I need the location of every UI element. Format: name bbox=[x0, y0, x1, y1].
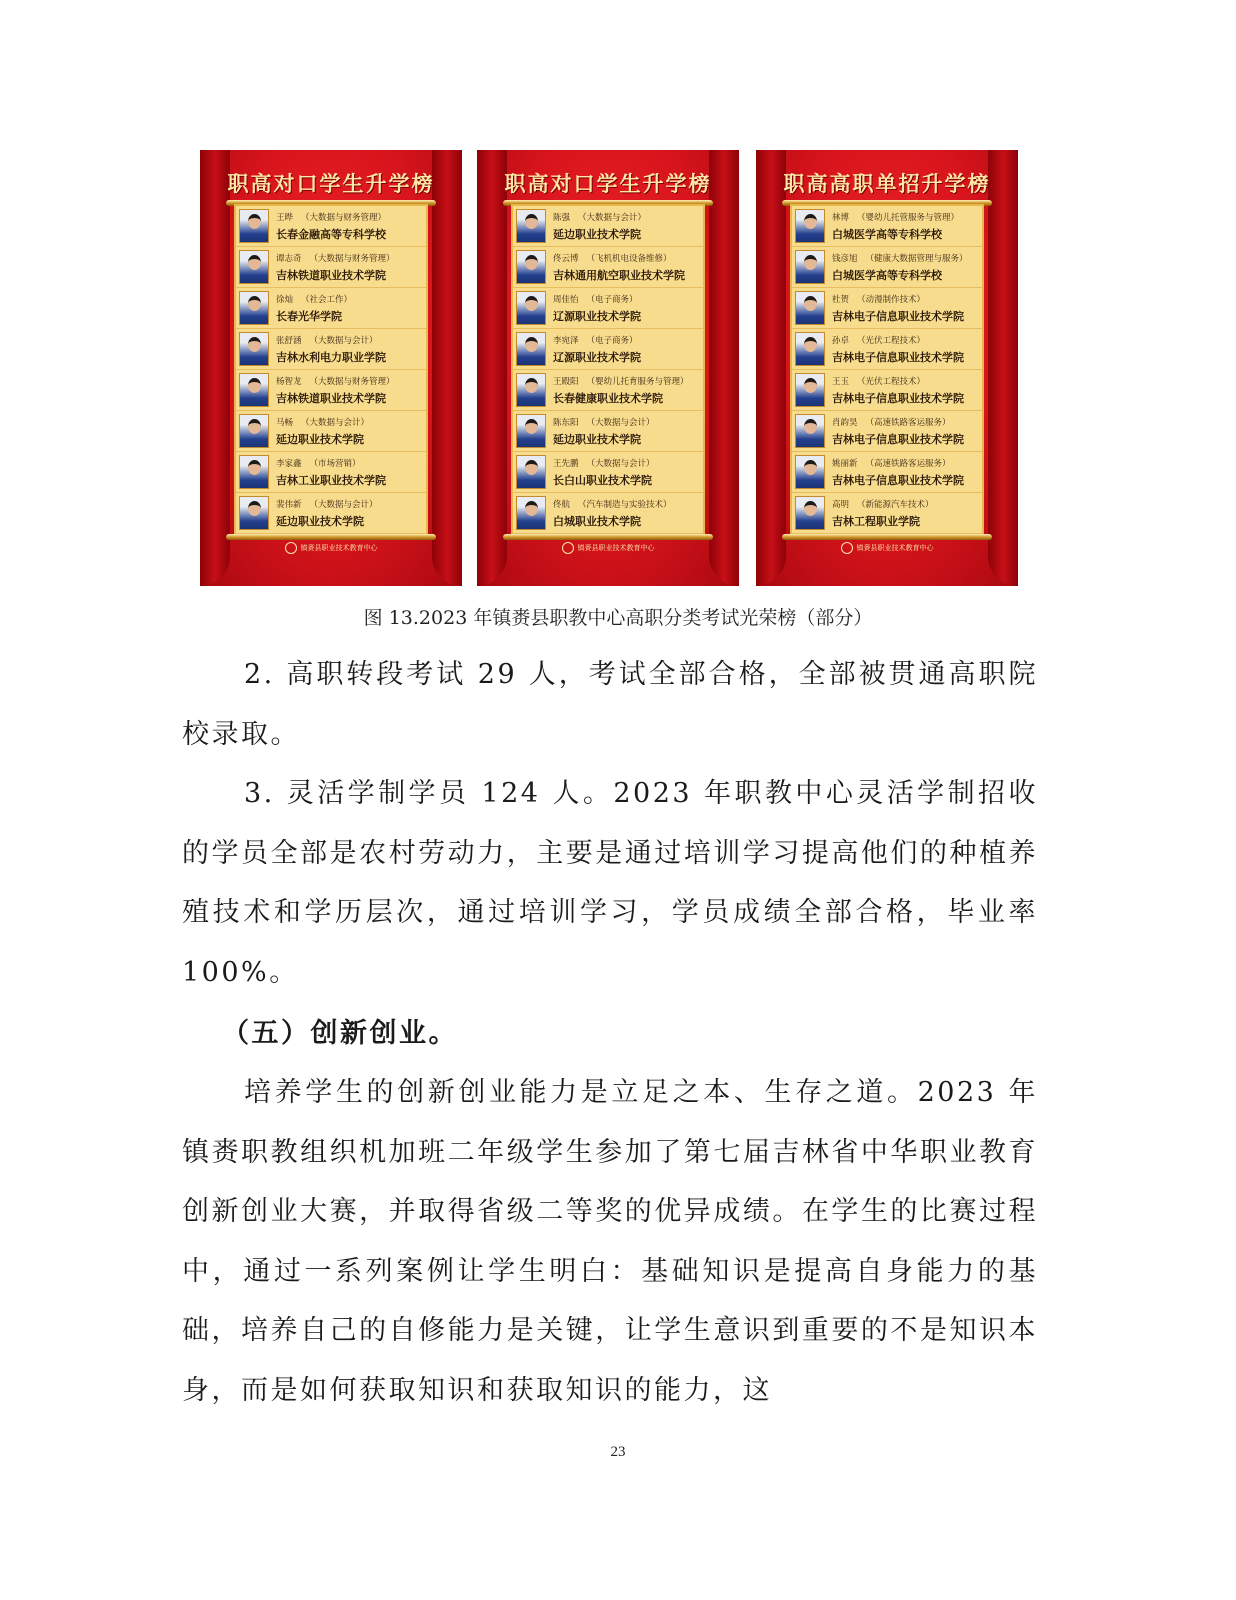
student-photo bbox=[795, 209, 825, 243]
student-school: 吉林铁道职业技术学院 bbox=[276, 269, 386, 282]
student-photo bbox=[516, 455, 546, 489]
student-major: （新能源汽车技术） bbox=[857, 500, 934, 510]
student-name: 陈强 bbox=[553, 213, 571, 223]
student-photo bbox=[795, 373, 825, 407]
poster-footer: 镇赉县职业技术教育中心 bbox=[200, 542, 462, 554]
paragraph-innovation: 培养学生的创新创业能力是立足之本、生存之道。2023 年镇赉职教组织机加班二年级学生参加了第七届吉林省中华职业教育创新创业大赛，并取得省级二等奖的优异成绩。在学生的比赛过程中，通过一系列案例让学生明白：基础知识是提高自身能力的基础，培养自己的自修能力是关键，让学生意识到重要的不是知识本身，而是如何获取知识和获取知识的能力，这 bbox=[182, 1077, 1038, 1406]
poster-title: 职高对口学生升学榜 bbox=[504, 171, 712, 196]
honor-roll-poster bbox=[477, 150, 739, 586]
student-major: （大数据与会计） bbox=[586, 459, 655, 469]
poster-footer: 镇赉县职业技术教育中心 bbox=[756, 542, 1018, 554]
poster-title: 职高对口学生升学榜 bbox=[227, 171, 435, 196]
student-name: 李家鑫 bbox=[276, 459, 302, 469]
school-logo-icon bbox=[562, 542, 574, 554]
student-major: （高速铁路客运服务） bbox=[865, 459, 951, 469]
student-entry bbox=[236, 329, 426, 370]
student-major: （光伏工程技术） bbox=[857, 336, 926, 346]
student-name: 杜贺 bbox=[832, 295, 850, 305]
student-name: 王殿阳 bbox=[553, 377, 579, 387]
student-entry bbox=[236, 411, 426, 452]
student-school: 吉林工业职业技术学院 bbox=[276, 474, 386, 487]
student-photo bbox=[239, 250, 269, 284]
student-photo bbox=[516, 414, 546, 448]
student-photo bbox=[795, 455, 825, 489]
student-entry bbox=[236, 452, 426, 493]
student-photo bbox=[516, 496, 546, 530]
student-major: （电子商务） bbox=[586, 295, 638, 305]
student-name: 杨智龙 bbox=[276, 377, 302, 387]
student-school: 延边职业技术学院 bbox=[553, 228, 641, 241]
page-number: 23 bbox=[610, 1444, 626, 1460]
student-major: （大数据与财务管理） bbox=[309, 377, 395, 387]
student-entry bbox=[792, 493, 982, 534]
student-name: 陈东阳 bbox=[553, 418, 579, 428]
student-entry bbox=[236, 370, 426, 411]
student-name: 林博 bbox=[832, 213, 850, 223]
student-school: 吉林电子信息职业技术学院 bbox=[832, 474, 964, 487]
paragraph-transfer-exam: 2. 高职转段考试 29 人，考试全部合格，全部被贯通高职院校录取。 bbox=[182, 659, 1038, 750]
student-photo bbox=[795, 414, 825, 448]
student-entry bbox=[792, 247, 982, 288]
student-name: 佟航 bbox=[553, 500, 571, 510]
student-school: 吉林铁道职业技术学院 bbox=[276, 392, 386, 405]
student-major: （动漫制作技术） bbox=[857, 295, 926, 305]
student-entry bbox=[792, 329, 982, 370]
student-photo bbox=[795, 291, 825, 325]
curtain-right bbox=[432, 150, 462, 586]
student-name: 佟云博 bbox=[553, 254, 579, 264]
student-entry bbox=[513, 370, 703, 411]
honor-roll-poster bbox=[756, 150, 1018, 586]
student-entry bbox=[236, 288, 426, 329]
student-major: （飞机机电设备维修） bbox=[586, 254, 672, 264]
student-entry bbox=[236, 247, 426, 288]
student-major: （市场营销） bbox=[309, 459, 361, 469]
student-entry bbox=[792, 206, 982, 247]
poster-footer: 镇赉县职业技术教育中心 bbox=[477, 542, 739, 554]
student-name: 裴伟新 bbox=[276, 500, 302, 510]
student-entry bbox=[792, 452, 982, 493]
student-school: 吉林水利电力职业学院 bbox=[276, 351, 386, 364]
student-school: 长春光华学院 bbox=[276, 310, 342, 323]
student-name: 周佳怡 bbox=[553, 295, 579, 305]
student-entry bbox=[513, 247, 703, 288]
student-name: 孙卓 bbox=[832, 336, 850, 346]
student-major: （大数据与会计） bbox=[586, 418, 655, 428]
student-school: 白城职业技术学院 bbox=[553, 515, 641, 528]
student-major: （大数据与会计） bbox=[578, 213, 647, 223]
poster-title: 职高高职单招升学榜 bbox=[783, 171, 991, 196]
curtain-right bbox=[709, 150, 739, 586]
student-name: 李宛泽 bbox=[553, 336, 579, 346]
curtain-left bbox=[200, 150, 230, 586]
student-photo bbox=[516, 291, 546, 325]
student-photo bbox=[239, 291, 269, 325]
curtain-left bbox=[477, 150, 507, 586]
section-heading: （五）创新创业。 bbox=[222, 1018, 458, 1049]
student-school: 白城医学高等专科学校 bbox=[832, 269, 942, 282]
student-scroll bbox=[790, 204, 984, 536]
student-major: （光伏工程技术） bbox=[857, 377, 926, 387]
student-entry bbox=[513, 206, 703, 247]
student-photo bbox=[239, 414, 269, 448]
student-name: 王先鹏 bbox=[553, 459, 579, 469]
student-major: （婴幼儿托育服务与管理） bbox=[586, 377, 689, 387]
student-entry bbox=[236, 493, 426, 534]
student-entry bbox=[792, 288, 982, 329]
student-major: （电子商务） bbox=[586, 336, 638, 346]
curtain-left bbox=[756, 150, 786, 586]
student-school: 吉林工程职业学院 bbox=[832, 515, 920, 528]
student-major: （大数据与财务管理） bbox=[309, 254, 395, 264]
student-scroll bbox=[511, 204, 705, 536]
student-school: 辽源职业技术学院 bbox=[553, 351, 641, 364]
student-major: （高速铁路客运服务） bbox=[865, 418, 951, 428]
student-name: 马畅 bbox=[276, 418, 294, 428]
scroll-rod bbox=[226, 534, 436, 540]
student-name: 王晔 bbox=[276, 213, 294, 223]
student-entry bbox=[513, 411, 703, 452]
student-major: （健康大数据管理与服务） bbox=[865, 254, 968, 264]
student-entry bbox=[513, 452, 703, 493]
student-school: 吉林电子信息职业技术学院 bbox=[832, 433, 964, 446]
student-photo bbox=[239, 496, 269, 530]
student-photo bbox=[795, 332, 825, 366]
student-school: 吉林通用航空职业技术学院 bbox=[553, 269, 685, 282]
curtain-right bbox=[988, 150, 1018, 586]
student-school: 吉林电子信息职业技术学院 bbox=[832, 392, 964, 405]
student-name: 高明 bbox=[832, 500, 850, 510]
student-photo bbox=[516, 209, 546, 243]
student-scroll bbox=[234, 204, 428, 536]
student-photo bbox=[516, 373, 546, 407]
student-photo bbox=[239, 455, 269, 489]
student-school: 白城医学高等专科学校 bbox=[832, 228, 942, 241]
student-school: 辽源职业技术学院 bbox=[553, 310, 641, 323]
school-logo-icon bbox=[285, 542, 297, 554]
student-name: 谭志奇 bbox=[276, 254, 302, 264]
figure-caption: 图 13.2023 年镇赉县职教中心高职分类考试光荣榜（部分） bbox=[363, 607, 873, 629]
student-photo bbox=[239, 373, 269, 407]
student-school: 吉林电子信息职业技术学院 bbox=[832, 351, 964, 364]
student-name: 肖韵昊 bbox=[832, 418, 858, 428]
student-name: 钱彦旭 bbox=[832, 254, 858, 264]
student-photo bbox=[516, 332, 546, 366]
student-school: 延边职业技术学院 bbox=[276, 433, 364, 446]
student-major: （大数据与会计） bbox=[309, 500, 378, 510]
student-entry bbox=[236, 206, 426, 247]
student-name: 王玉 bbox=[832, 377, 850, 387]
student-major: （社会工作） bbox=[301, 295, 353, 305]
student-major: （大数据与财务管理） bbox=[301, 213, 387, 223]
school-logo-icon bbox=[841, 542, 853, 554]
student-name: 姚丽新 bbox=[832, 459, 858, 469]
student-photo bbox=[795, 496, 825, 530]
student-school: 延边职业技术学院 bbox=[553, 433, 641, 446]
student-photo bbox=[795, 250, 825, 284]
student-major: （婴幼儿托管服务与管理） bbox=[857, 213, 960, 223]
student-school: 吉林电子信息职业技术学院 bbox=[832, 310, 964, 323]
student-major: （大数据与会计） bbox=[301, 418, 370, 428]
student-photo bbox=[516, 250, 546, 284]
student-photo bbox=[239, 209, 269, 243]
student-school: 延边职业技术学院 bbox=[276, 515, 364, 528]
honor-roll-figure bbox=[200, 150, 1036, 586]
student-entry bbox=[513, 493, 703, 534]
paragraph-flexible-schooling: 3. 灵活学制学员 124 人。2023 年职教中心灵活学制招收的学员全部是农村劳动力，主要是通过培训学习提高他们的种植养殖技术和学历层次，通过培训学习，学员成绩全部合格，毕业率 100%。 bbox=[182, 778, 1038, 988]
student-entry bbox=[792, 411, 982, 452]
student-name: 张舒涵 bbox=[276, 336, 302, 346]
scroll-rod bbox=[503, 534, 713, 540]
student-school: 长春健康职业技术学院 bbox=[553, 392, 663, 405]
student-school: 长白山职业技术学院 bbox=[553, 474, 652, 487]
student-major: （汽车制造与实验技术） bbox=[578, 500, 672, 510]
student-photo bbox=[239, 332, 269, 366]
student-entry bbox=[513, 329, 703, 370]
student-major: （大数据与会计） bbox=[309, 336, 378, 346]
student-name: 徐灿 bbox=[276, 295, 294, 305]
student-school: 长春金融高等专科学校 bbox=[276, 228, 386, 241]
student-entry bbox=[513, 288, 703, 329]
scroll-rod bbox=[782, 534, 992, 540]
honor-roll-poster bbox=[200, 150, 462, 586]
student-entry bbox=[792, 370, 982, 411]
